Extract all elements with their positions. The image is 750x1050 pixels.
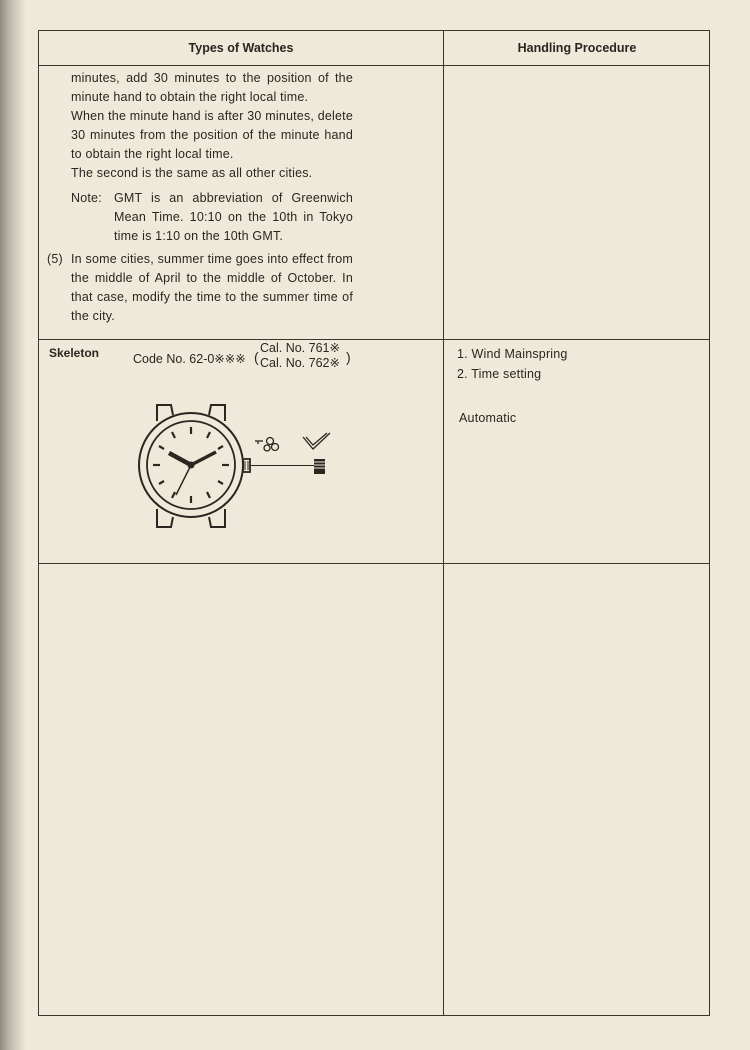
code-number: Code No. 62-0※※※ xyxy=(133,352,246,366)
item-number: (5) xyxy=(47,252,63,266)
checkmark-icon xyxy=(303,433,330,449)
continued-text xyxy=(71,69,353,183)
book-spine xyxy=(0,0,26,1050)
header-divider xyxy=(39,65,709,66)
calibre-number-1: Cal. No. 761※ xyxy=(260,341,340,355)
handling-procedure-header: Handling Procedure xyxy=(517,41,637,55)
watch-type-label: Skeleton xyxy=(49,346,100,360)
row-divider-2 xyxy=(39,563,709,564)
continued-paragraph: The second is the same as all other cities. xyxy=(71,166,313,180)
item-text: In some cities, summer time goes into effect from the middle of April to the middle of October. In that case, modify the time to the summer time of the city. xyxy=(71,252,353,323)
procedure-step: 1. Wind Mainspring xyxy=(457,347,568,361)
row-divider-1 xyxy=(39,339,709,340)
watch-illustration xyxy=(133,401,343,531)
procedure-table xyxy=(38,30,710,1016)
key-icon xyxy=(255,438,279,452)
crown-icon xyxy=(314,459,325,474)
wristwatch-icon xyxy=(139,405,321,527)
continued-paragraph: When the minute hand is after 30 minutes, delete 30 minutes from the position of the minute hand to obtain the right local time. xyxy=(71,109,353,161)
note-text: GMT is an abbreviation of Greenwich Mean Time. 10:10 on the 10th in Tokyo time is 1:10 on the 10th GMT. xyxy=(114,191,353,243)
paren-close: ) xyxy=(346,349,351,365)
paren-open: ( xyxy=(254,349,259,365)
procedure-steps xyxy=(457,345,568,385)
continued-paragraph: minutes, add 30 minutes to the position of the minute hand to obtain the right local time. xyxy=(71,71,353,104)
calibre-number-2: Cal. No. 762※ xyxy=(260,356,340,370)
note-label: Note: xyxy=(71,191,102,205)
types-of-watches-header: Types of Watches xyxy=(188,41,294,55)
procedure-step: 2. Time setting xyxy=(457,367,542,381)
column-divider xyxy=(443,31,444,1015)
automatic-note: Automatic xyxy=(459,411,517,425)
